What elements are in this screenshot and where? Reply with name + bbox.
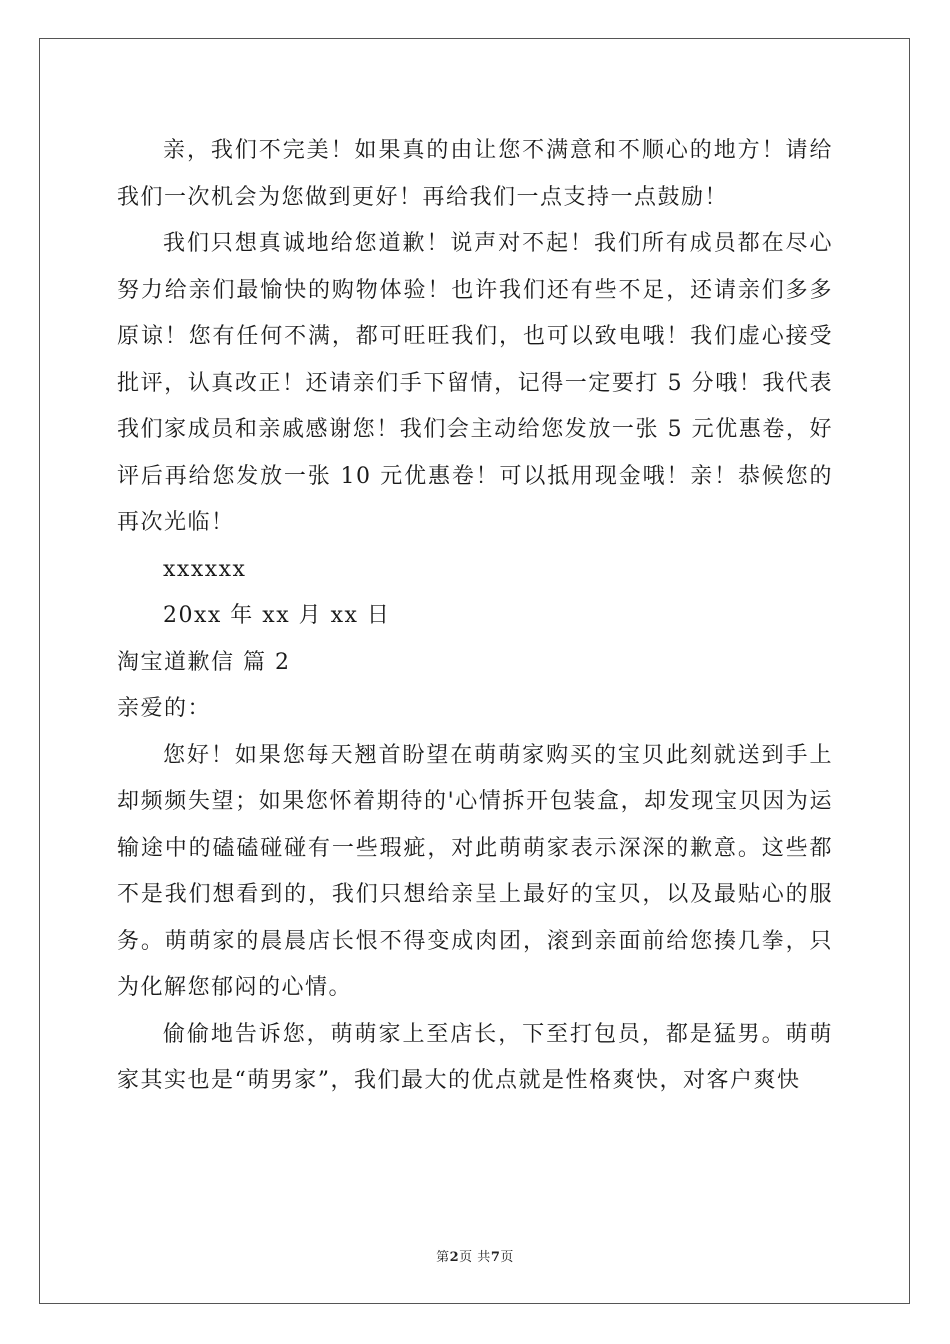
footer-prefix: 第 [436, 1250, 450, 1265]
footer-suffix: 页 [500, 1250, 514, 1265]
letter-date: 20xx 年 xx 月 xx 日 [163, 603, 391, 628]
salutation: 亲爱的： [117, 696, 212, 721]
section-title: 淘宝道歉信 篇 2 [117, 649, 291, 675]
signature: xxxxxx [163, 556, 247, 582]
footer-total-pages: 7 [490, 1250, 501, 1265]
page-footer [0, 1246, 950, 1265]
footer-mid: 页 共 [459, 1250, 491, 1265]
paragraph-apology-main: 我们只想真诚地给您道歉！说声对不起！我们所有成员都在尽心努力给亲们最愉快的购物体验！也许我们还有些不足，还请亲们多多原谅！您有任何不满，都可旺旺我们，也可以致电哦！我们虚心接受批评，认真改正！还请亲们手下留情，记得一定要打 5 分哦！我代表我们家成员和亲戚感谢您！我们会主动给您发放一张 5 元优惠卷，好评后再给您发放一张 10 元优惠卷！可以抵用现金哦！亲！恭候您的再次光临！ [117, 231, 833, 535]
document-body [117, 128, 833, 1105]
paragraph-letter2-continued: 偷偷地告诉您，萌萌家上至店长，下至打包员，都是猛男。萌萌家其实也是“萌男家”，我们最大的优点就是性格爽快，对客户爽快 [117, 1021, 833, 1093]
footer-page-number: 2 [449, 1250, 460, 1265]
paragraph-apology-intro: 亲，我们不完美！如果真的由让您不满意和不顺心的地方！请给我们一次机会为您做到更好！再给我们一点支持一点鼓励！ [117, 138, 833, 210]
paragraph-letter2-body: 您好！如果您每天翘首盼望在萌萌家购买的宝贝此刻就送到手上却频频失望；如果您怀着期待的'心情拆开包装盒，却发现宝贝因为运输途中的磕磕碰碰有一些瑕疵，对此萌萌家表示深深的歉意。这些都不是我们想看到的，我们只想给亲呈上最好的宝贝，以及最贴心的服务。萌萌家的晨晨店长恨不得变成肉团，滚到亲面前给您揍几拳，只为化解您郁闷的心情。 [117, 742, 833, 1000]
